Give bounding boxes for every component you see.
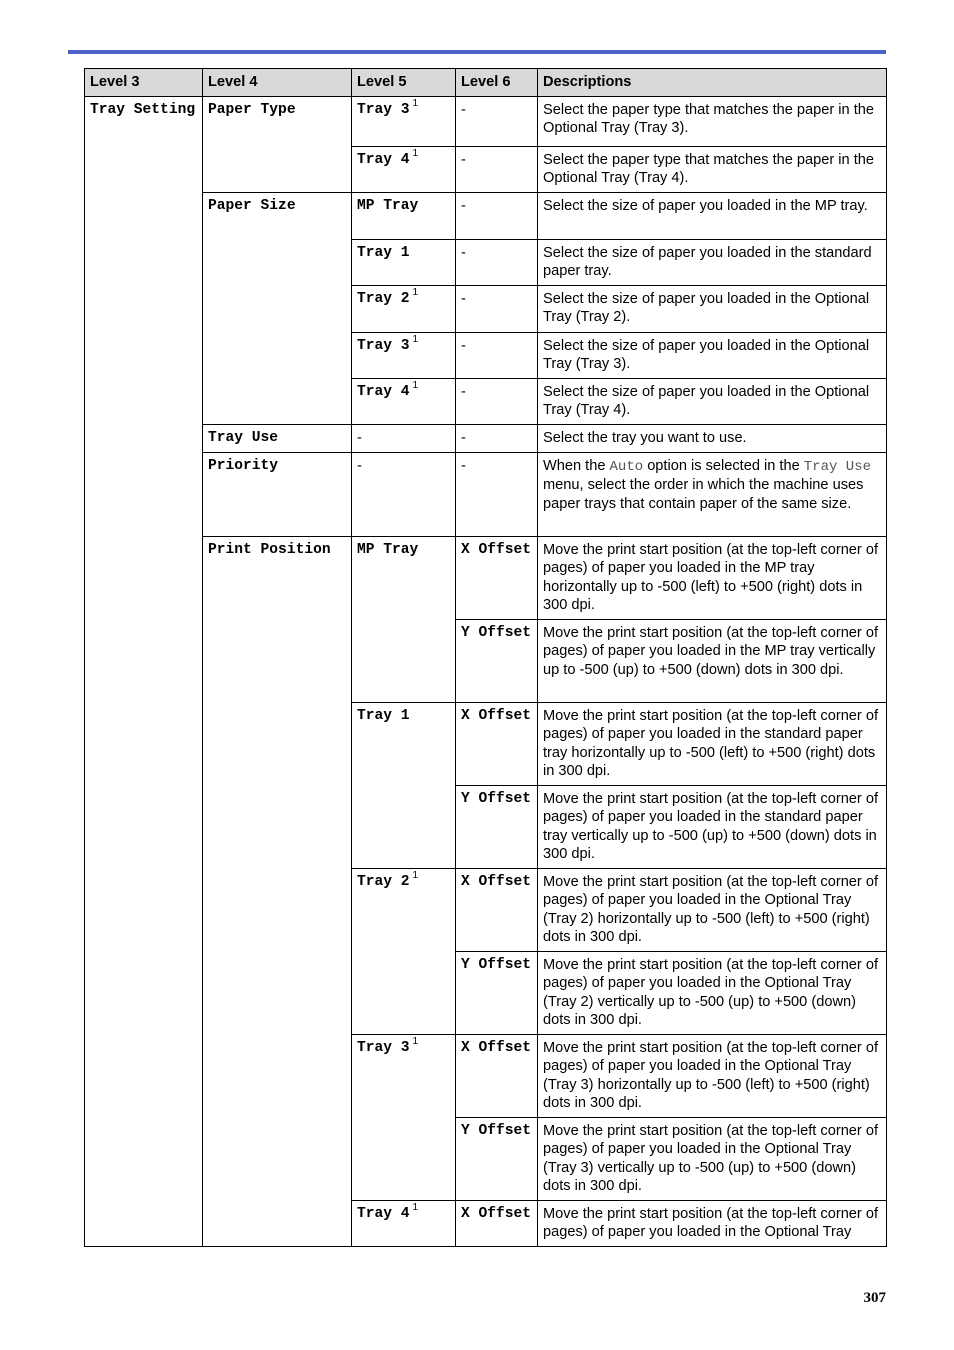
description-cell: Select the size of paper you loaded in the Optional Tray (Tray 2). (538, 285, 887, 332)
header-level6: Level 6 (456, 69, 538, 97)
footnote-mark: 1 (412, 97, 419, 109)
level4-tray-use: Tray Use (203, 424, 352, 452)
description-cell: Move the print start position (at the top-left corner of pages) of paper you loaded in the Optional Tray (Tray 2) vertically up to -500 (up) to +500 (down) dots in 300 dpi. (538, 951, 887, 1034)
level6-cell: X Offset (456, 1200, 538, 1246)
level3-tray-setting: Tray Setting (85, 96, 203, 1246)
description-cell: Move the print start position (at the top-left corner of pages) of paper you loaded in the standard paper tray vertically up to -500 (up) to +500 (down) dots in 300 dpi. (538, 785, 887, 868)
description-cell: Select the size of paper you loaded in the standard paper tray. (538, 239, 887, 285)
header-level3: Level 3 (85, 69, 203, 97)
level5-cell (352, 285, 456, 332)
header-level4: Level 4 (203, 69, 352, 97)
level6-cell: - (456, 96, 538, 146)
table-row (85, 192, 887, 239)
level4-priority: Priority (203, 452, 352, 536)
level5-cell (352, 1034, 456, 1200)
tray-use-ref: Tray Use (803, 458, 871, 475)
level4-paper-type: Paper Type (203, 96, 352, 192)
description-cell: Select the paper type that matches the paper in the Optional Tray (Tray 3). (538, 96, 887, 146)
level4-paper-size: Paper Size (203, 192, 352, 424)
level5-cell (352, 96, 456, 146)
level5-cell: MP Tray (352, 192, 456, 239)
description-cell: Move the print start position (at the top-left corner of pages) of paper you loaded in the Optional Tray (538, 1200, 887, 1246)
description-cell: Select the size of paper you loaded in the Optional Tray (Tray 4). (538, 378, 887, 424)
header-level5: Level 5 (352, 69, 456, 97)
footnote-mark: 1 (412, 333, 419, 345)
level5-cell: MP Tray (352, 536, 456, 702)
level5-label: Tray 2 (357, 290, 410, 307)
level5-cell (352, 146, 456, 192)
footnote-mark: 1 (412, 869, 419, 881)
header-rule (68, 50, 886, 54)
level5-label: Tray 3 (357, 101, 410, 118)
description-cell: Move the print start position (at the top-left corner of pages) of paper you loaded in the Optional Tray (Tray 3) vertically up to -500 (up) to +500 (down) dots in 300 dpi. (538, 1117, 887, 1200)
level6-cell: X Offset (456, 702, 538, 785)
level5-cell (352, 378, 456, 424)
auto-option: Auto (609, 458, 644, 475)
level5-label: Tray 4 (357, 383, 410, 400)
description-cell: Select the paper type that matches the paper in the Optional Tray (Tray 4). (538, 146, 887, 192)
level5-cell: Tray 1 (352, 239, 456, 285)
level5-cell: - (352, 424, 456, 452)
level5-cell (352, 1200, 456, 1246)
level4-print-position: Print Position (203, 536, 352, 1246)
level6-cell: - (456, 332, 538, 378)
footnote-mark: 1 (412, 1201, 419, 1213)
description-cell: Select the tray you want to use. (538, 424, 887, 452)
description-cell: Move the print start position (at the top-left corner of pages) of paper you loaded in the Optional Tray (Tray 3) horizontally up to -500 (left) to +500 (right) dots in 300 dpi. (538, 1034, 887, 1117)
table-row (85, 452, 887, 536)
level6-cell: Y Offset (456, 785, 538, 868)
level5-label: Tray 4 (357, 151, 410, 168)
table-row (85, 424, 887, 452)
level5-cell: - (352, 452, 456, 536)
description-cell: Move the print start position (at the top-left corner of pages) of paper you loaded in the MP tray horizontally up to -500 (left) to +500 (right) dots in 300 dpi. (538, 536, 887, 619)
level6-cell: Y Offset (456, 619, 538, 702)
level6-cell: X Offset (456, 1034, 538, 1117)
level6-cell: - (456, 285, 538, 332)
level6-cell: - (456, 378, 538, 424)
table-row (85, 96, 887, 146)
level5-cell (352, 868, 456, 1034)
level5-cell: Tray 1 (352, 702, 456, 868)
page-number: 307 (863, 1290, 886, 1306)
level5-label: Tray 4 (357, 1205, 410, 1222)
description-cell: Move the print start position (at the top-left corner of pages) of paper you loaded in the Optional Tray (Tray 2) horizontally up to -500 (left) to +500 (right) dots in 300 dpi. (538, 868, 887, 951)
level6-cell: - (456, 192, 538, 239)
level5-label: Tray 2 (357, 873, 410, 890)
level5-label: Tray 3 (357, 1039, 410, 1056)
description-cell: When the Auto option is selected in the Tray Use menu, select the order in which the machine uses paper trays that contain paper of the same size. (538, 452, 887, 536)
level6-cell: - (456, 239, 538, 285)
level6-cell: X Offset (456, 868, 538, 951)
level6-cell: - (456, 424, 538, 452)
menu-table (84, 68, 887, 1247)
level6-cell: - (456, 146, 538, 192)
table-header-row (85, 69, 887, 97)
level6-cell: X Offset (456, 536, 538, 619)
footnote-mark: 1 (412, 379, 419, 391)
level6-cell: Y Offset (456, 951, 538, 1034)
description-cell: Select the size of paper you loaded in the Optional Tray (Tray 3). (538, 332, 887, 378)
description-cell: Move the print start position (at the top-left corner of pages) of paper you loaded in the MP tray vertically up to -500 (up) to +500 (down) dots in 300 dpi. (538, 619, 887, 702)
description-cell: Move the print start position (at the top-left corner of pages) of paper you loaded in the standard paper tray horizontally up to -500 (left) to +500 (right) dots in 300 dpi. (538, 702, 887, 785)
header-descriptions: Descriptions (538, 69, 887, 97)
level5-cell (352, 332, 456, 378)
footnote-mark: 1 (412, 286, 419, 298)
footnote-mark: 1 (412, 1035, 419, 1047)
description-cell: Select the size of paper you loaded in the MP tray. (538, 192, 887, 239)
table-row (85, 536, 887, 619)
footnote-mark: 1 (412, 147, 419, 159)
level5-label: Tray 3 (357, 337, 410, 354)
level6-cell: - (456, 452, 538, 536)
level6-cell: Y Offset (456, 1117, 538, 1200)
